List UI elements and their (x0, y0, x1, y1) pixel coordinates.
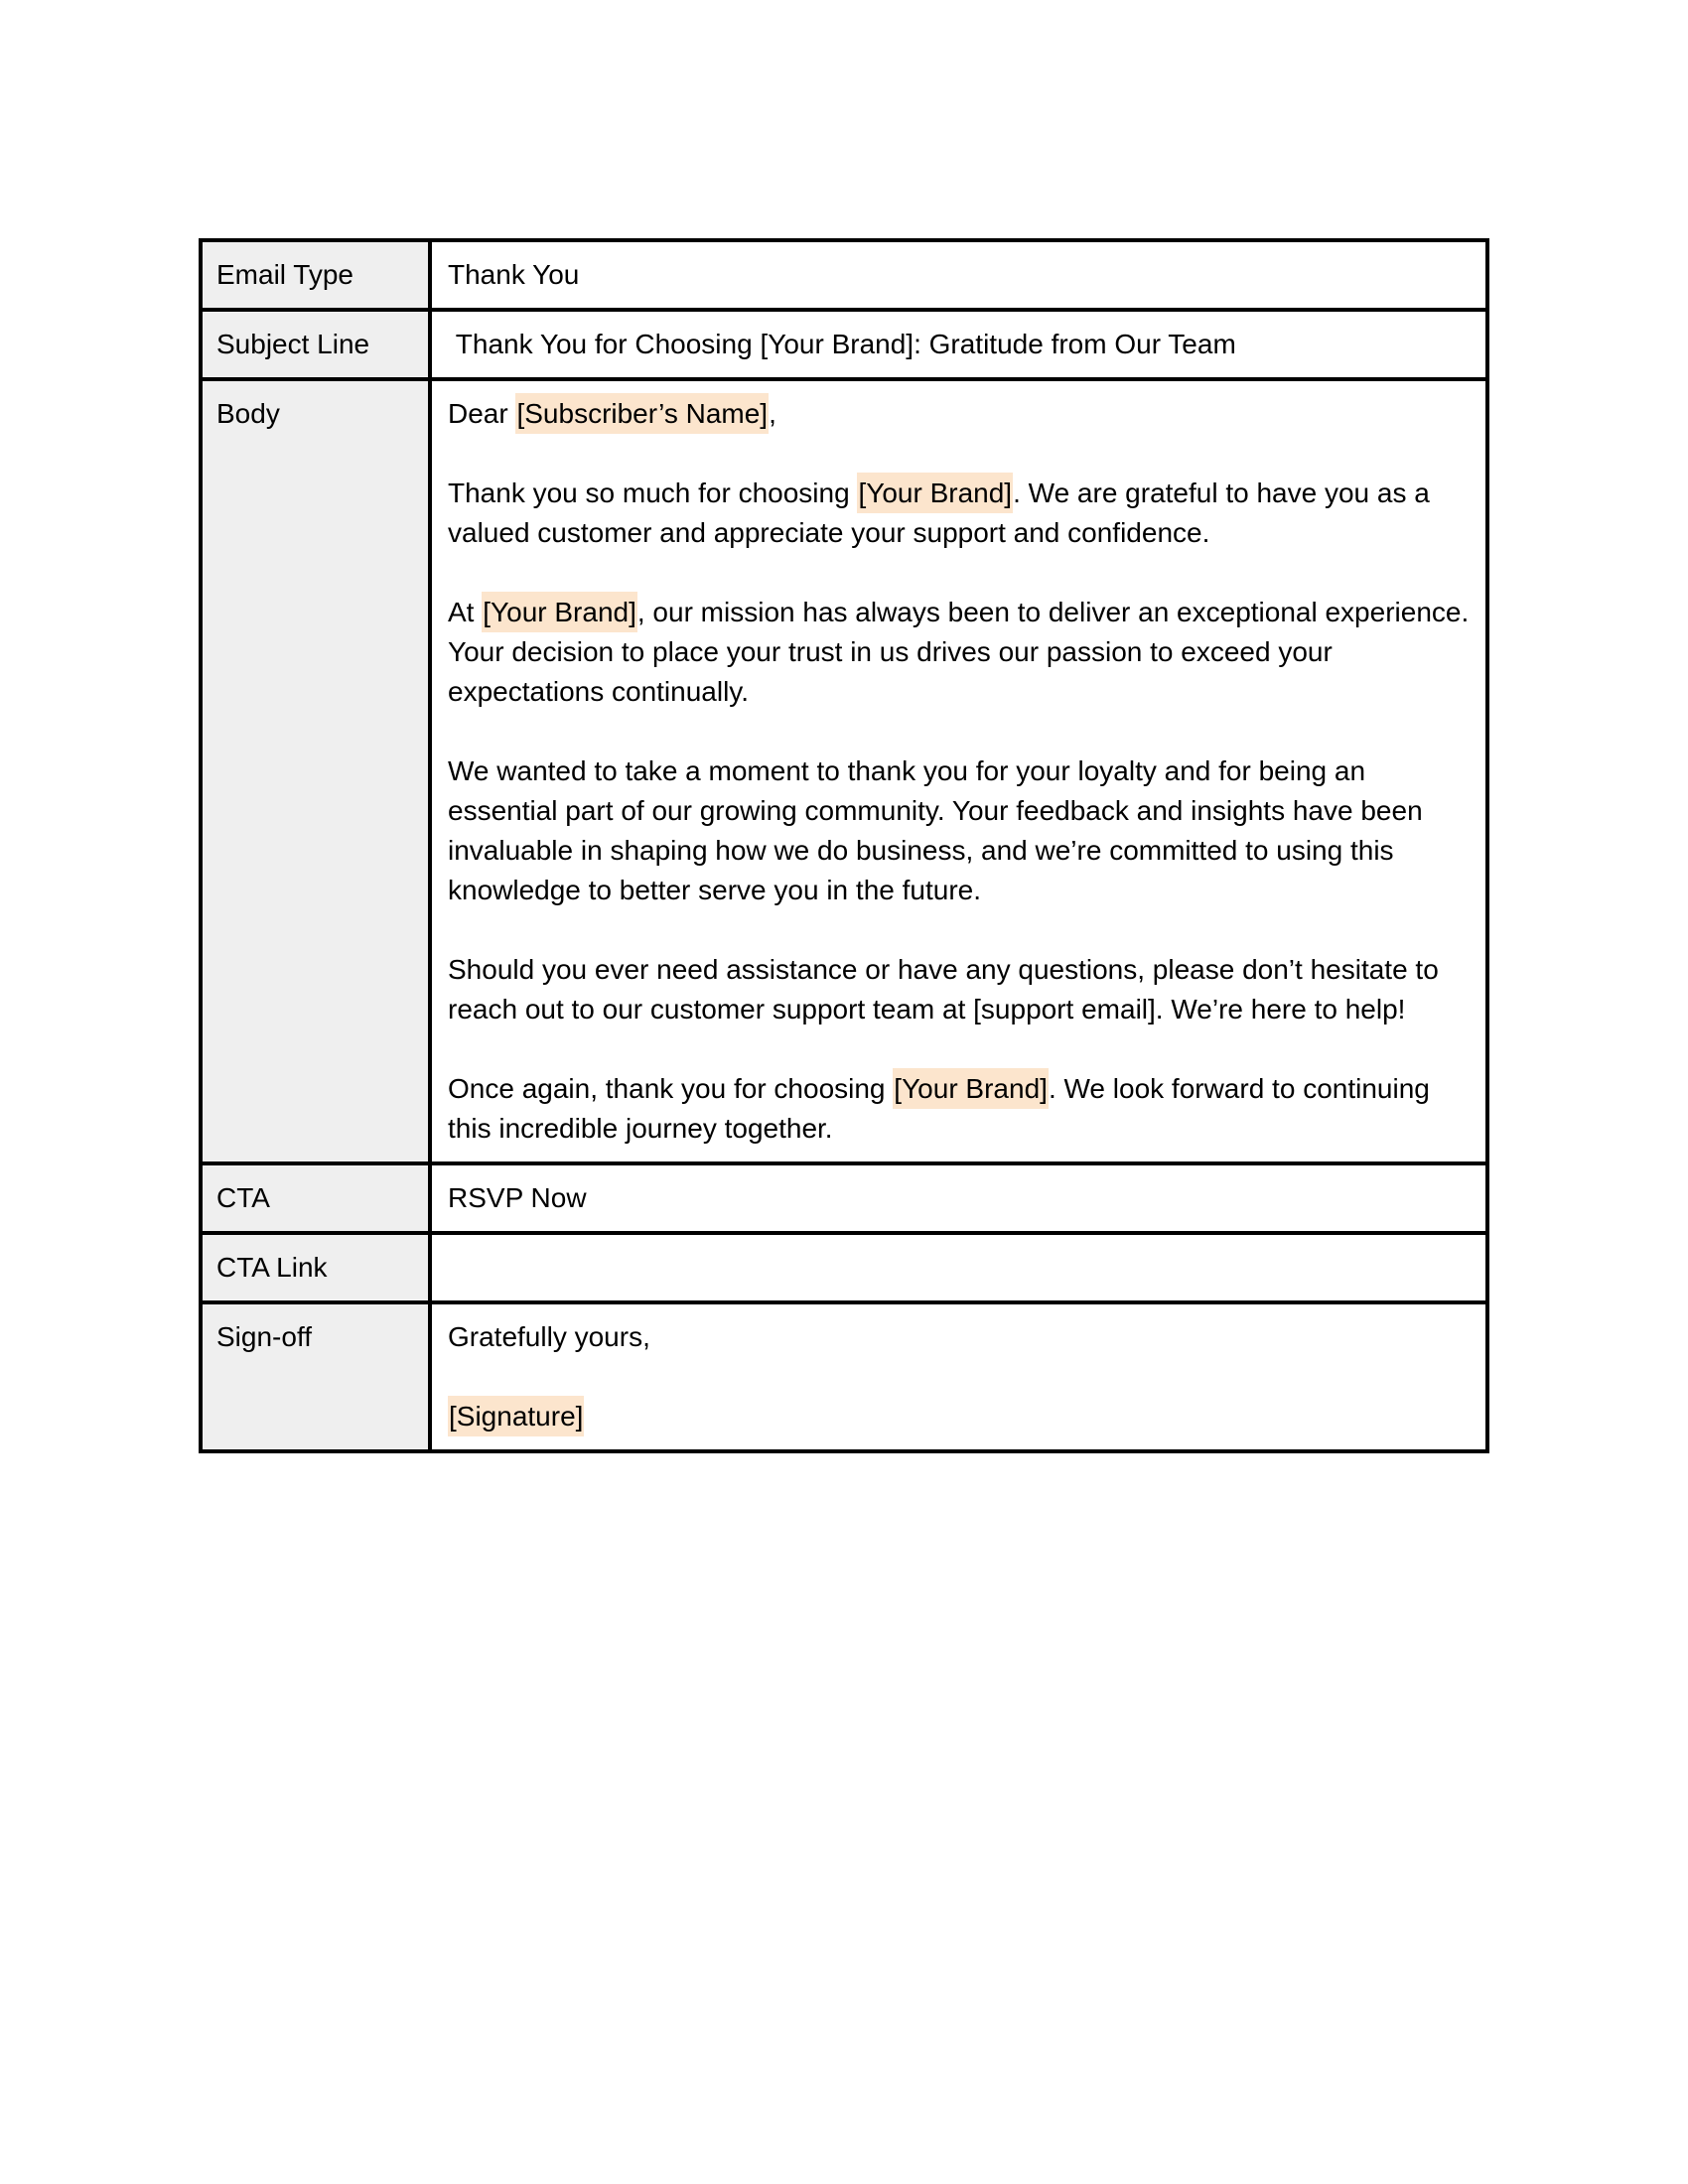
text-segment: RSVP Now (448, 1182, 587, 1213)
placeholder-highlight: [Your Brand] (857, 473, 1013, 513)
row-content (432, 242, 1485, 308)
text-segment: . We are grateful to have you as a valued customer and appreciate your support and confidence. (448, 478, 1438, 548)
row-content (432, 381, 1485, 1161)
row-content (432, 1304, 1485, 1449)
paragraph (448, 255, 1470, 295)
placeholder-highlight: [Your Brand] (893, 1068, 1049, 1109)
row-content (432, 312, 1485, 377)
paragraph (448, 751, 1470, 910)
text-segment: . We look forward to continuing this incredible journey together. (448, 1073, 1438, 1144)
table-row (203, 1235, 1485, 1304)
text-segment: We wanted to take a moment to thank you for your loyalty and for being an essential part of our growing community. Your feedback and insights have been invaluable in shaping how we do business, and we’re committed to using this knowledge to better serve you in the future. (448, 755, 1431, 905)
row-label: Body (203, 381, 432, 1161)
table-row (203, 1165, 1485, 1235)
row-label: Email Type (203, 242, 432, 308)
paragraph (448, 950, 1470, 1029)
text-segment: Gratefully yours, (448, 1321, 650, 1352)
paragraph (448, 1178, 1470, 1218)
text-segment: At (448, 597, 483, 627)
placeholder-highlight: [Subscriber’s Name] (515, 393, 769, 434)
paragraph (448, 394, 1470, 434)
email-template-table (199, 238, 1489, 1453)
row-label: Sign-off (203, 1304, 432, 1449)
table-row (203, 381, 1485, 1165)
text-segment: Should you ever need assistance or have any questions, please don’t hesitate to reach out to our customer support team at [support email]. We’re here to help! (448, 954, 1447, 1024)
row-content (432, 1235, 1485, 1300)
text-segment: Thank You (448, 259, 580, 290)
row-content (432, 1165, 1485, 1231)
table-row (203, 312, 1485, 381)
paragraph (448, 325, 1470, 364)
table-row (203, 242, 1485, 312)
row-label: CTA Link (203, 1235, 432, 1300)
placeholder-highlight: [Your Brand] (482, 592, 637, 632)
text-segment: Dear (448, 398, 516, 429)
text-segment: Thank you so much for choosing (448, 478, 858, 508)
row-label: CTA (203, 1165, 432, 1231)
paragraph (448, 1397, 1470, 1436)
paragraph (448, 474, 1470, 553)
paragraph (448, 593, 1477, 712)
paragraph (448, 1069, 1470, 1149)
paragraph (448, 1317, 1470, 1357)
row-label: Subject Line (203, 312, 432, 377)
text-segment: Once again, thank you for choosing (448, 1073, 894, 1104)
text-segment: Thank You for Choosing [Your Brand]: Gratitude from Our Team (448, 329, 1236, 359)
table-row (203, 1304, 1485, 1449)
text-segment: , (769, 398, 776, 429)
placeholder-highlight: [Signature] (448, 1396, 584, 1436)
text-segment: , our mission has always been to deliver an exceptional experience. Your decision to place your trust in us drives our passion to exceed your expectations continually. (448, 597, 1477, 707)
